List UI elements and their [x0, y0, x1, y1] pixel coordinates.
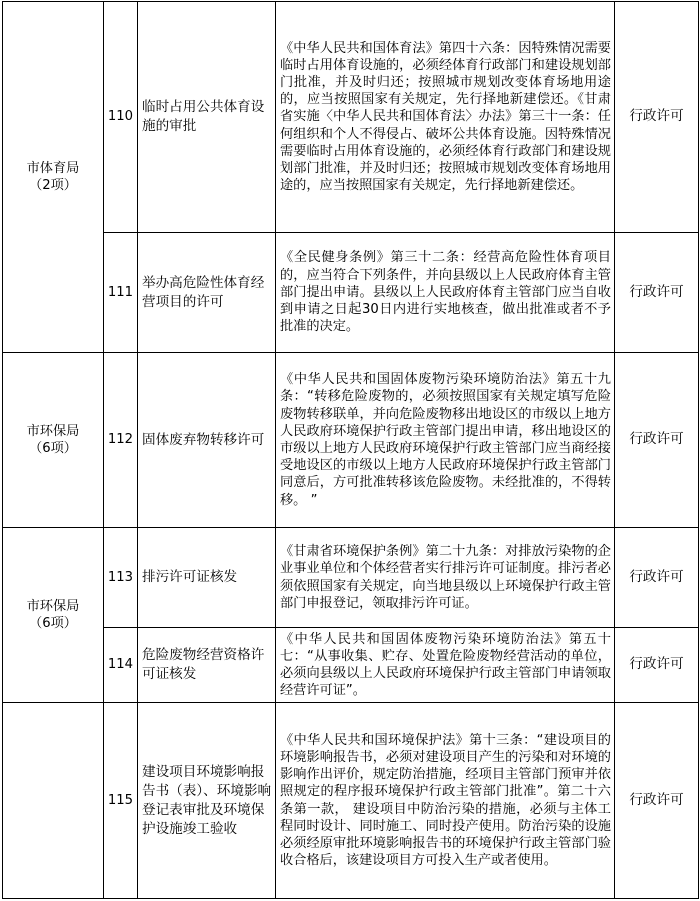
licensing-table: [2, 1, 699, 899]
item-number: 113: [104, 528, 138, 628]
legal-basis: 《全民健身条例》第三十二条：经营高危险性体育项目的，应当符合下列条件，并向县级以上人民政府体育主管部门提出申请。县级以上人民政府体育主管部门应当自收到申请之日起30日内进行实地核查，做出批准或者不予批准的决定。: [276, 233, 615, 353]
legal-basis: 《中华人民共和国环境保护法》第十三条：“建设项目的环境影响报告书，必须对建设项目产生的污染和对环境的影响作出评价，规定防治措施，经项目主管部门预审并依照规定的程序报环境保护行政主管部门批准”。第二十六条第一款， 建设项目中防治污染的措施，必须与主体工程同时设计、同时施工、同时投产使用。防治污染的设施必须经原审批环境影响报告书的环境保护行政主管部门验收合格后，该建设项目方可投入生产或者使用。: [276, 703, 615, 899]
item-type: 行政许可: [615, 2, 699, 233]
legal-basis: 《中华人民共和国固体废物污染环境防治法》第五十七：“从事收集、贮存、处置危险废物经营活动的单位，必须向县级以上人民政府环境保护行政主管部门申请领取经营许可证”。: [276, 628, 615, 703]
table-row: [3, 2, 699, 233]
item-type: 行政许可: [615, 528, 699, 628]
item-name: 建设项目环境影响报告书（表）、环境影响登记表审批及环境保护设施竣工验收: [138, 703, 276, 899]
item-type: 行政许可: [615, 353, 699, 528]
department-cell: [3, 703, 104, 899]
table-row: [3, 703, 699, 899]
legal-basis: 《中华人民共和国体育法》第四十六条：因特殊情况需要临时占用体育设施的，必须经体育行政部门和建设规划部门批准，并及时归还；按照城市规划改变体育场地用途的，应当按照国家有关规定，先行择地新建偿还。《甘肃省实施〈中华人民共和国体育法〉办法》第三十一条：任何组织和个人不得侵占、破坏公共体育设施。因特殊情况需要临时占用体育设施的，必须经体育行政部门和建设规划部门批准，并及时归还；按照城市规划改变体育场地用途的，应当按照国家有关规定，先行择地新建偿还。: [276, 2, 615, 233]
item-number: 110: [104, 2, 138, 233]
department-cell: 市体育局 （2项）: [3, 2, 104, 353]
legal-basis: 《中华人民共和国固体废物污染环境防治法》第五十九条：“转移危险废物的，必须按照国家有关规定填写危险废物转移联单，并向危险废物移出地设区的市级以上地方人民政府环境保护行政主管部门提出申请，移出地设区的市级以上地方人民政府环境保护行政主管部门应当商经接受地设区的市级以上地方人民政府环境保护行政主管部门同意后，方可批准转移该危险废物。未经批准的，不得转移。 ”: [276, 353, 615, 528]
department-cell: 市环保局 （6项）: [3, 528, 104, 703]
item-name: 临时占用公共体育设施的审批: [138, 2, 276, 233]
item-number: 115: [104, 703, 138, 899]
item-type: 行政许可: [615, 628, 699, 703]
item-type: 行政许可: [615, 233, 699, 353]
table-row: [3, 628, 699, 703]
table-row: [3, 233, 699, 353]
item-number: 111: [104, 233, 138, 353]
item-number: 112: [104, 353, 138, 528]
item-name: 排污许可证核发: [138, 528, 276, 628]
table-row: [3, 528, 699, 628]
item-name: 固体废弃物转移许可: [138, 353, 276, 528]
item-type: 行政许可: [615, 703, 699, 899]
department-cell: 市环保局 （6项）: [3, 353, 104, 528]
item-name: 危险废物经营资格许可证核发: [138, 628, 276, 703]
table-row: [3, 353, 699, 528]
item-number: 114: [104, 628, 138, 703]
item-name: 举办高危险性体育经营项目的许可: [138, 233, 276, 353]
legal-basis: 《甘肃省环境保护条例》第二十九条：对排放污染物的企业事业单位和个体经营者实行排污许可证制度。排污者必须依照国家有关规定，向当地县级以上环境保护行政主管部门申报登记，领取排污许可证。: [276, 528, 615, 628]
